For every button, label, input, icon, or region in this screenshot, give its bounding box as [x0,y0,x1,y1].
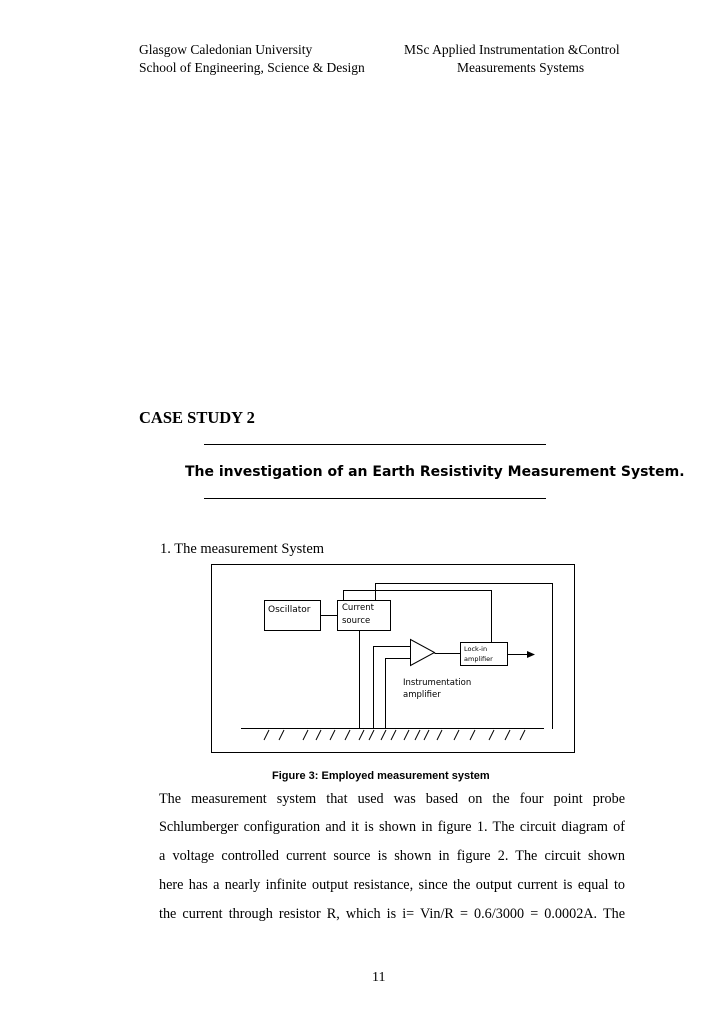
lockin-label-1: Lock-in [464,645,488,653]
figure-caption: Figure 3: Employed measurement system [272,770,490,782]
body-line: Schlumberger configuration and it is shown in figure 1. The circuit diagram of [159,819,625,835]
page-number: 11 [372,970,386,985]
case-study-subtitle: The investigation of an Earth Resistivity Measurement System. [185,464,685,480]
oscillator-label: Oscillator [268,605,311,615]
current-source-label-2: source [342,616,371,626]
header-programme: MSc Applied Instrumentation &Control [404,42,620,57]
header-module: Measurements Systems [457,60,585,75]
case-study-title: CASE STUDY 2 [139,408,255,427]
section-heading: 1. The measurement System [160,541,325,557]
current-source-label-1: Current [342,603,374,613]
body-line: The measurement system that used was based on the four point probe [159,791,625,807]
lockin-label-2: amplifier [464,655,493,663]
body-line: here has a nearly infinite output resistance, since the output current is equal to [159,877,625,893]
bottom-divider [204,498,546,499]
body-paragraph [159,789,625,933]
body-line: the current through resistor R, which is i= Vin/R = 0.6/3000 = 0.0002A. The [159,906,625,922]
instrumentation-label-2: amplifier [403,690,441,700]
body-line: a voltage controlled current source is shown in figure 2. The circuit shown [159,848,625,864]
header-school: School of Engineering, Science & Design [139,60,365,75]
header-university: Glasgow Caledonian University [139,42,313,57]
top-divider [204,444,546,445]
measurement-system-diagram [211,564,575,753]
instrumentation-label-1: Instrumentation [403,678,472,688]
